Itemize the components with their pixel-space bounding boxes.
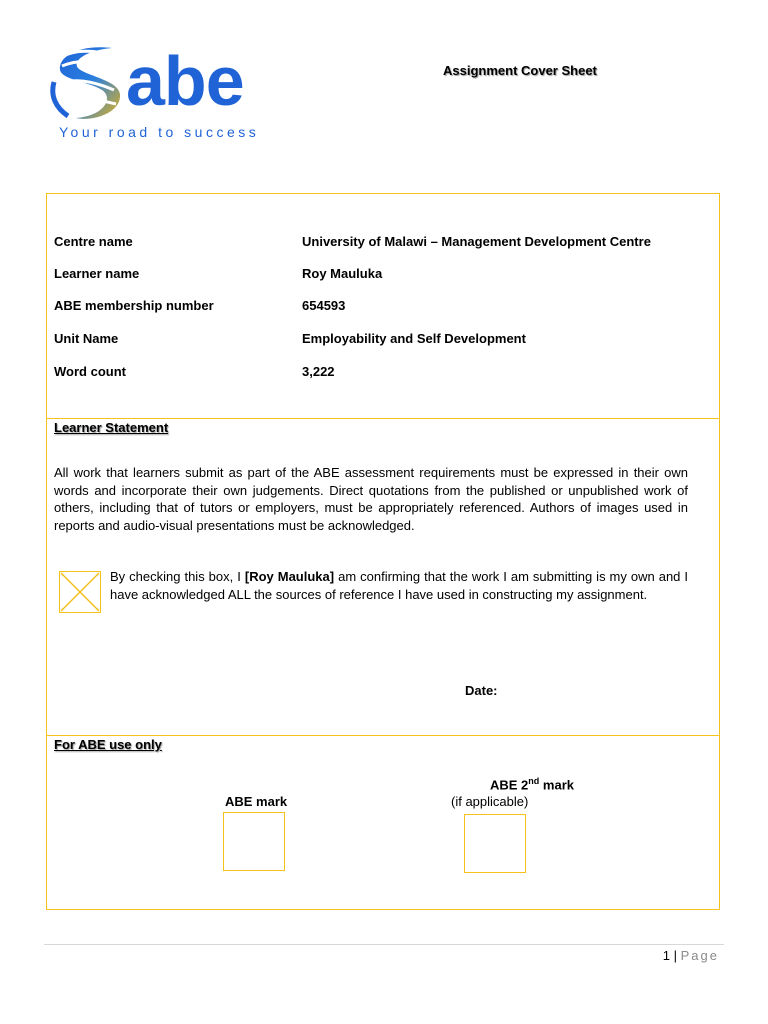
learner-name-label: Learner name [54,266,140,281]
confirm-learner-name: [Roy Mauluka] [244,569,335,584]
centre-name-value: University of Malawi – Management Development Centre [302,234,651,249]
page-word: Page [680,948,719,963]
cover-sheet-form [46,193,720,910]
learner-statement-text: All work that learners submit as part of the ABE assessment requirements must be expressed in their own words and incorporate their own judgements. Direct quotations from the published or unpublished work of others, including that of tutors or employers, must be appropriately referenced. Authors of images used in reports and audio-visual presentations must be acknowledged. [54,465,688,533]
abe-second-mark-label [490,776,574,792]
abe-mark-label: ABE mark [225,794,288,809]
abe-second-mark-box[interactable] [464,814,526,873]
word-count-label: Word count [54,364,126,379]
check-x-icon [60,572,100,612]
section-divider [47,735,719,736]
swoosh-icon [50,42,130,124]
abe-mark-box[interactable] [223,812,285,871]
abe-use-heading: For ABE use only [54,737,162,752]
abe-logo [50,42,310,142]
learner-statement-heading: Learner Statement [54,420,169,435]
logo-tagline: Your road to success [59,124,260,140]
membership-number-label: ABE membership number [54,298,214,313]
confirm-statement [110,568,688,603]
learner-name-value: Roy Mauluka [302,266,383,281]
second-mark-suffix: mark [539,777,574,793]
page-footer [663,948,719,963]
unit-name-value: Employability and Self Development [302,331,526,346]
membership-number-value: 654593 [302,298,346,313]
confirm-suffix: am confirming that the work I am submitting is my own and I have acknowledged ALL the sources of reference I have used in constructing my assignment. [110,569,689,602]
word-count-value: 3,222 [302,364,335,379]
second-mark-note: (if applicable) [451,794,529,809]
centre-name-label: Centre name [54,234,133,249]
page-title: Assignment Cover Sheet [443,63,597,78]
footer-divider [44,944,724,945]
section-divider [47,418,719,419]
unit-name-label: Unit Name [54,331,119,346]
logo-wordmark: abe [126,42,244,120]
page-number: 1 [662,948,670,963]
second-mark-prefix: ABE 2 [490,777,529,793]
confirm-prefix: By checking this box, I [110,569,245,584]
footer-separator: | [673,948,677,963]
date-label: Date: [465,683,498,698]
second-mark-ordinal: nd [528,776,540,786]
confirm-checkbox[interactable] [59,571,101,613]
